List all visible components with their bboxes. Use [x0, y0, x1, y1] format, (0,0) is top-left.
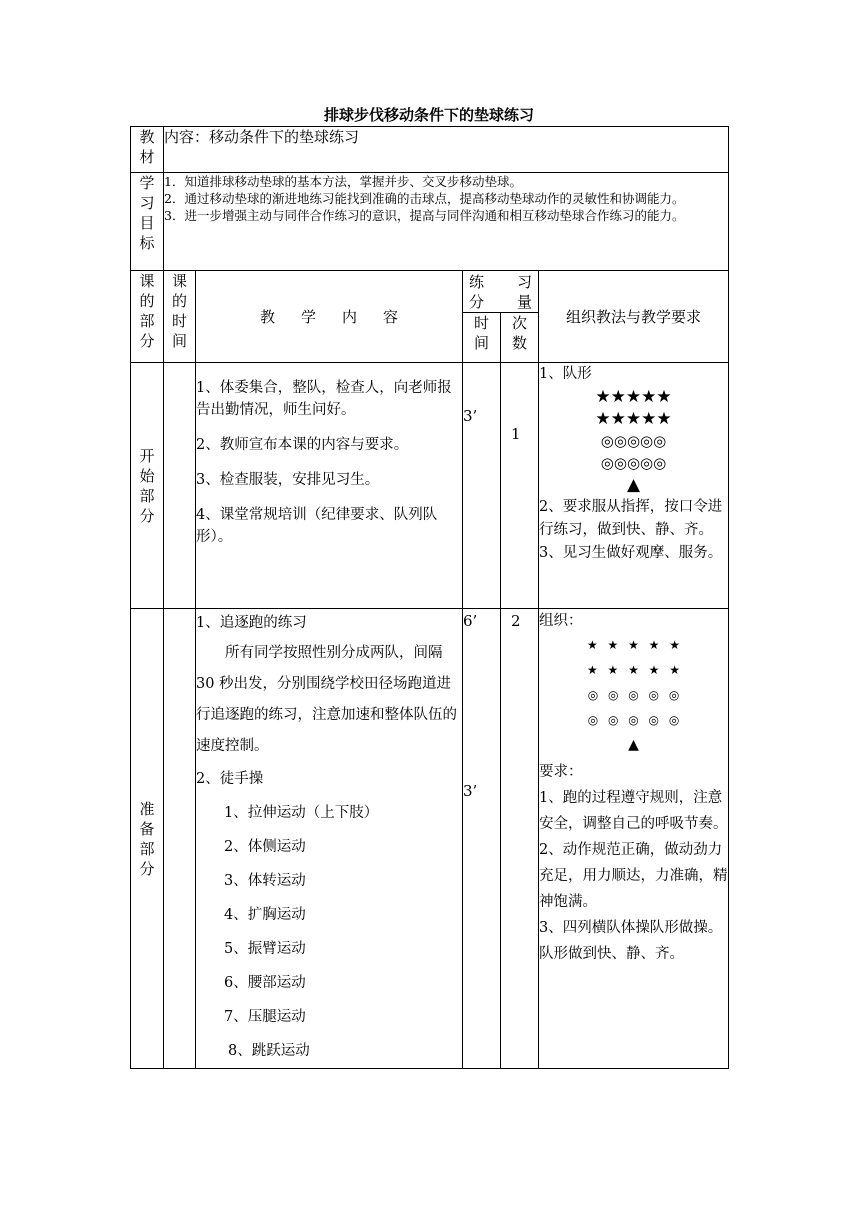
org-title: 组织： [539, 613, 583, 629]
prep-section-content [196, 609, 463, 1069]
formation-stars-row: ★ ★ ★ ★ ★ [586, 638, 681, 652]
gym-item: 2、体侧运动 [224, 839, 306, 855]
start-count: 1 [501, 363, 539, 609]
start-organization [539, 363, 729, 609]
req-item: 3、四列横队体操队形做操。 [539, 920, 723, 936]
prep-organization [539, 609, 729, 1069]
gym-item: 3、体转运动 [224, 873, 306, 889]
gym-item: 8、跳跃运动 [228, 1043, 310, 1059]
materials-label: 教 材 [131, 127, 164, 173]
materials-content: 内容：移动条件下的垫球练习 [164, 127, 729, 173]
lesson-plan-table [130, 126, 729, 1069]
run-text: 所有同学按照性别分成两队，间隔 30 秒出发，分别围绕学校田径场跑道进行追逐跑的练习，注意加速和整体队伍的速度控制。 [196, 645, 457, 754]
document-title: 排球步伐移动条件下的垫球练习 [323, 106, 534, 124]
start-section-content [196, 363, 463, 609]
gym-title: 2、徒手操 [196, 771, 264, 787]
objectives-list [164, 173, 729, 271]
teacher-triangle-icon: ▲ [626, 475, 641, 495]
header-load-count: 次 数 [501, 313, 539, 363]
start-item: 3、检查服装，安排见习生。 [196, 472, 380, 488]
prep-count: 2 [501, 609, 539, 1069]
formation-circles-row: ◎◎◎◎◎ [600, 454, 667, 472]
header-part: 课 的 部 分 [131, 271, 164, 363]
header-time: 课 的 时 间 [164, 271, 196, 363]
req-item: 1、跑的过程遵守规则，注意安全，调整自己的呼吸节奏。 [539, 790, 728, 832]
start-section-label: 开 始 部 分 [131, 363, 164, 609]
start-section-time-cell [164, 363, 196, 609]
prep-times [463, 609, 501, 1069]
start-item: 1、体委集合，整队，检查人，向老师报告出勤情况，师生问好。 [196, 380, 452, 418]
objectives-row [131, 173, 729, 271]
req-title: 要求： [539, 764, 583, 780]
formation-title: 1、队形 [539, 366, 592, 382]
objective-item: 1．知道排球移动垫球的基本方法，掌握并步、交叉步移动垫球。 [164, 174, 522, 189]
prep-section-label: 准 备 部 分 [131, 609, 164, 1069]
objectives-label: 学 习 目 标 [131, 173, 164, 271]
req-item: 2、动作规范正确，做动劲力充足，用力顺达，力准确，精神饱满。 [539, 842, 728, 910]
gym-item: 6、腰部运动 [224, 975, 306, 991]
start-item: 4、课堂常规培训（纪律要求、队列队形）。 [196, 507, 438, 545]
header-method: 组织教法与教学要求 [539, 271, 729, 363]
header-load-time: 时 间 [463, 313, 501, 363]
org-item: 2、要求服从指挥，按口令进行练习，做到快、静、齐。 [539, 499, 723, 538]
prep-section-time-cell [164, 609, 196, 1069]
gym-item: 4、扩胸运动 [224, 907, 306, 923]
run-title: 1、追逐跑的练习 [196, 615, 307, 631]
formation-circles-row: ◎ ◎ ◎ ◎ ◎ [587, 713, 680, 727]
prep-time-run: 6’ [463, 612, 478, 630]
formation-stars-row: ★★★★★ [595, 409, 672, 429]
gym-item: 1、拉伸运动（上下肢） [224, 805, 379, 821]
header-row [131, 271, 729, 313]
objective-item: 3．进一步增强主动与同伴合作练习的意识，提高与同伴沟通和相互移动垫球合作练习的能力。 [164, 208, 685, 223]
prep-time-gym: 3’ [463, 782, 478, 800]
formation-circles-row: ◎ ◎ ◎ ◎ ◎ [587, 688, 680, 702]
start-time: 3’ [463, 363, 501, 609]
start-section-row [131, 363, 729, 609]
org-item: 3、见习生做好观摩、服务。 [539, 545, 723, 561]
formation-stars-row: ★★★★★ [595, 387, 672, 407]
formation-stars-row: ★ ★ ★ ★ ★ [586, 663, 681, 677]
header-content: 教 学 内 容 [196, 271, 463, 363]
header-load: 练 习 分 量 [463, 271, 539, 313]
gym-item: 5、振臂运动 [224, 941, 306, 957]
start-item: 2、教师宣布本课的内容与要求。 [196, 437, 409, 453]
prep-section-row [131, 609, 729, 1069]
materials-row [131, 127, 729, 173]
objective-item: 2．通过移动垫球的渐进地练习能找到准确的击球点，提高移动垫球动作的灵敏性和协调能力。 [164, 191, 685, 206]
formation-circles-row: ◎◎◎◎◎ [600, 432, 667, 450]
req-item: 队形做到快、静、齐。 [539, 946, 684, 962]
teacher-triangle-icon: ▲ [628, 737, 639, 753]
gym-item: 7、压腿运动 [224, 1009, 306, 1025]
